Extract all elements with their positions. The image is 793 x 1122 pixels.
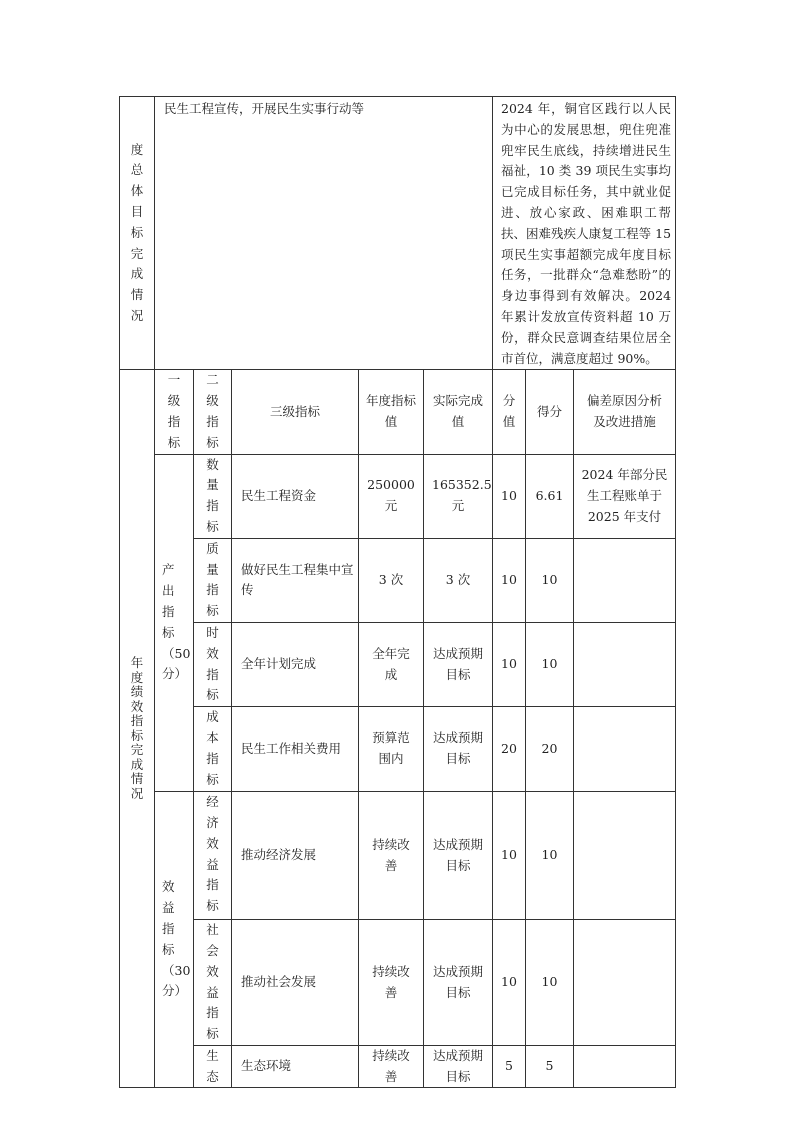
indicator-row <box>120 920 676 1046</box>
deviation-analysis <box>574 707 676 792</box>
header-score-value: 分值 <box>493 370 526 454</box>
level2-indicator-cell <box>194 707 232 792</box>
score-value: 10 <box>493 538 526 622</box>
level2-indicator-cell <box>194 1045 232 1088</box>
header-score-got: 得分 <box>526 370 574 454</box>
level2-indicator-label: 时 效 指 标 <box>206 624 219 703</box>
level3-indicator: 生态环境 <box>232 1045 359 1088</box>
goal-completion-row <box>120 97 676 370</box>
level1-indicator-cell <box>155 454 194 792</box>
deviation-analysis <box>574 1045 676 1088</box>
header-level3: 三级指标 <box>232 370 359 454</box>
level2-indicator-label: 社 会 效 益 指 标 <box>206 922 219 1042</box>
goal-actual-cell: 2024 年，铜官区践行以人民为中心的发展思想，兜住兜准兜牢民生底线，持续增进民生福祉，10 类 39 项民生实事均已完成目标任务，其中就业促进、放心家政、困难职工帮扶、困难残疾人康复工程等 15 项民生实事超额完成年度目标任务，一批群众“急难愁盼”的身边事得到有效解决。2024 年累计发放宣传资料超 10 万份，群众民意调查结果位居全市首位，满意度超过 90%。 <box>493 97 676 370</box>
deviation-analysis: 2024 年部分民生工程账单于 2025 年支付 <box>574 454 676 538</box>
level3-indicator: 民生工作相关费用 <box>232 707 359 792</box>
level3-indicator: 推动经济发展 <box>232 792 359 920</box>
level2-indicator-label: 成 本 指 标 <box>206 709 219 787</box>
header-level2: 二 级 指 标 <box>194 370 232 454</box>
level1-indicator-label: 产 出 指 标 （50 分） <box>162 562 191 682</box>
annual-target-value: 3 次 <box>359 538 424 622</box>
annual-target-value: 预算范围内 <box>359 707 424 792</box>
annual-target-value: 全年完成 <box>359 622 424 706</box>
level2-indicator-cell <box>194 622 232 706</box>
annual-target-value: 持续改善 <box>359 920 424 1046</box>
deviation-analysis <box>574 622 676 706</box>
level2-indicator-cell <box>194 920 232 1046</box>
deviation-analysis <box>574 792 676 920</box>
level3-indicator: 全年计划完成 <box>232 622 359 706</box>
annual-target-value: 持续改善 <box>359 1045 424 1088</box>
actual-completion-value: 达成预期目标 <box>424 792 493 920</box>
header-deviation: 偏差原因分析及改进措施 <box>574 370 676 454</box>
annual-target-value: 250000 元 <box>359 454 424 538</box>
section-label-cell <box>120 370 155 1088</box>
score-value: 20 <box>493 707 526 792</box>
level3-indicator: 民生工程资金 <box>232 454 359 538</box>
score-value: 10 <box>493 792 526 920</box>
header-actual-value: 实际完成值 <box>424 370 493 454</box>
level2-indicator-label: 经 济 效 益 指 标 <box>206 794 219 914</box>
level2-indicator-cell <box>194 792 232 920</box>
indicator-row <box>120 1045 676 1088</box>
level1-indicator-cell <box>155 792 194 1088</box>
score-obtained: 10 <box>526 920 574 1046</box>
indicator-row <box>120 622 676 706</box>
section-label: 年度绩效指标完成情况 <box>130 655 144 801</box>
deviation-analysis <box>574 538 676 622</box>
actual-completion-value: 达成预期目标 <box>424 1045 493 1088</box>
score-obtained: 5 <box>526 1045 574 1088</box>
level2-indicator-cell <box>194 454 232 538</box>
actual-completion-value: 达成预期目标 <box>424 707 493 792</box>
score-value: 10 <box>493 920 526 1046</box>
goal-plan-cell: 民生工程宣传，开展民生实事行动等 <box>155 97 493 370</box>
goal-row-label-text: 度 总 体 目 标 完 成 情 况 <box>130 141 144 323</box>
level2-indicator-cell <box>194 538 232 622</box>
goal-row-label <box>120 97 155 370</box>
score-value: 10 <box>493 622 526 706</box>
level3-indicator: 推动社会发展 <box>232 920 359 1046</box>
level2-indicator-label: 生 态 <box>206 1047 219 1084</box>
score-obtained: 10 <box>526 792 574 920</box>
score-obtained: 6.61 <box>526 454 574 538</box>
indicator-row <box>120 538 676 622</box>
score-value: 5 <box>493 1045 526 1088</box>
annual-target-value: 持续改善 <box>359 792 424 920</box>
deviation-analysis <box>574 920 676 1046</box>
actual-completion-value: 达成预期目标 <box>424 622 493 706</box>
score-obtained: 10 <box>526 622 574 706</box>
indicator-row <box>120 792 676 920</box>
score-obtained: 10 <box>526 538 574 622</box>
performance-evaluation-table <box>119 96 676 1088</box>
indicator-row <box>120 454 676 538</box>
actual-completion-value: 达成预期目标 <box>424 920 493 1046</box>
level3-indicator: 做好民生工程集中宣传 <box>232 538 359 622</box>
actual-completion-value: 165352.5 元 <box>424 454 493 538</box>
level1-indicator-label: 效 益 指 标 （30 分） <box>162 879 191 999</box>
score-value: 10 <box>493 454 526 538</box>
actual-completion-value: 3 次 <box>424 538 493 622</box>
header-annual-target: 年度指标值 <box>359 370 424 454</box>
score-obtained: 20 <box>526 707 574 792</box>
header-level1: 一 级 指 标 <box>155 370 194 454</box>
header-row <box>120 370 676 454</box>
level2-indicator-label: 数 量 指 标 <box>206 456 219 534</box>
indicator-row <box>120 707 676 792</box>
level2-indicator-label: 质 量 指 标 <box>206 540 219 619</box>
